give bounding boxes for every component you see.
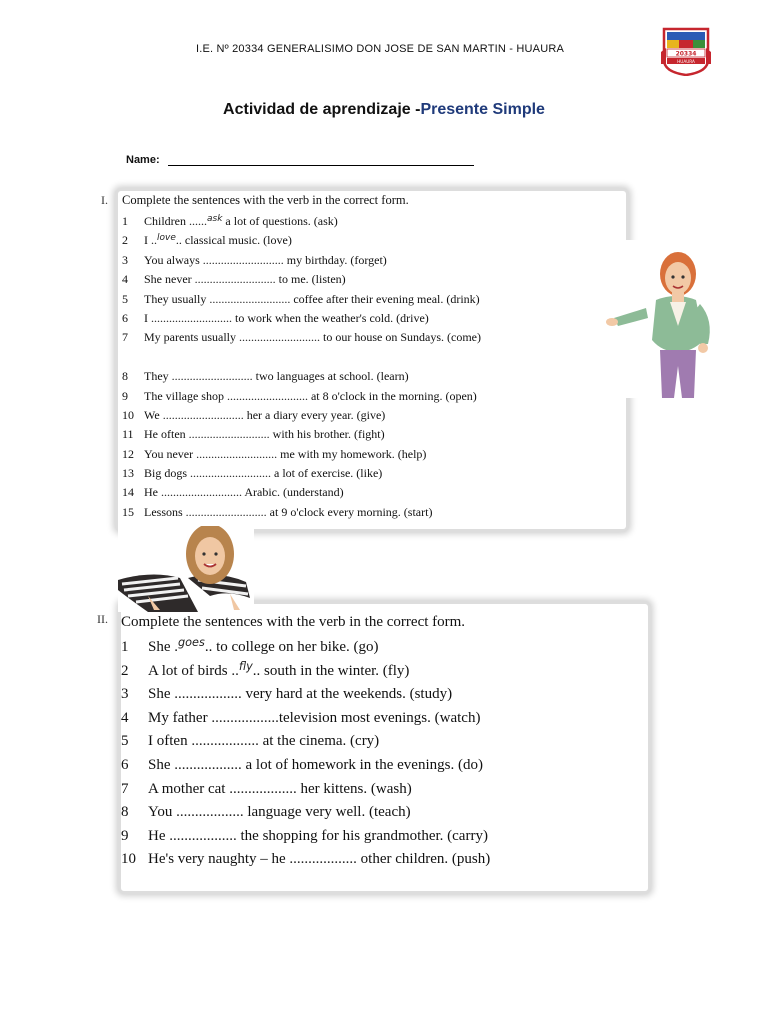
title-prefix: Actividad de aprendizaje - xyxy=(223,101,421,118)
exercise-item xyxy=(122,212,622,231)
exercise-item xyxy=(121,754,641,778)
item-prefix: I xyxy=(144,233,151,248)
item-number: 4 xyxy=(121,709,129,726)
exercise-item xyxy=(122,251,622,270)
item-suffix: her a diary every year. (give) xyxy=(243,407,386,422)
exercise-item xyxy=(122,309,622,328)
section1-roman: I. xyxy=(101,193,108,207)
item-prefix: A mother cat xyxy=(148,780,230,797)
answer-blank[interactable]: .................. xyxy=(211,709,279,726)
school-header: I.E. Nº 20334 GENERALISIMO DON JOSE DE SAN MARTIN - HUAURA xyxy=(195,43,565,55)
exercise-item xyxy=(121,660,641,684)
answer-blank[interactable]: .. xyxy=(231,662,239,679)
exercise-item xyxy=(122,270,622,289)
answer-blank[interactable]: .................. xyxy=(174,756,242,773)
answer-blank[interactable]: ........................... xyxy=(190,466,272,481)
item-prefix: My parents usually xyxy=(144,330,239,345)
item-sentence xyxy=(144,290,480,309)
item-prefix: She xyxy=(148,639,175,655)
item-suffix: other children. (push) xyxy=(356,851,491,868)
item-suffix: to me. (listen) xyxy=(275,272,346,287)
teacher-illustration xyxy=(596,240,746,398)
exercise-item xyxy=(121,801,641,825)
section2-roman: II. xyxy=(97,612,108,626)
item-number: 3 xyxy=(121,686,129,703)
answer-blank[interactable]: ........................... xyxy=(239,330,320,345)
item-sentence xyxy=(144,483,344,502)
answer-blank[interactable]: ........................... xyxy=(194,272,276,287)
exercise-item xyxy=(122,445,622,464)
item-number: 14 xyxy=(122,485,134,500)
item-prefix: You never xyxy=(144,446,197,461)
item-number: 10 xyxy=(122,407,134,422)
item-suffix: .. to college on her bike. (go) xyxy=(204,639,379,655)
section2-instruction: Complete the sentences with the verb in the correct form. xyxy=(121,614,466,630)
name-field-row xyxy=(126,154,474,166)
exercise-item xyxy=(122,231,622,250)
item-prefix: Children xyxy=(144,214,189,228)
item-sentence xyxy=(148,707,480,731)
item-number: 10 xyxy=(121,851,136,868)
exercise-item xyxy=(121,778,641,802)
item-prefix: Lessons xyxy=(144,504,186,519)
svg-text:20334: 20334 xyxy=(675,50,697,58)
item-sentence xyxy=(148,730,379,754)
item-prefix: He's very naughty – he xyxy=(148,851,290,868)
item-prefix: She xyxy=(148,686,175,703)
item-number: 5 xyxy=(121,733,129,750)
item-number: 7 xyxy=(121,780,129,797)
item-sentence xyxy=(144,406,385,425)
answer-blank[interactable]: .. xyxy=(151,233,157,248)
item-number: 3 xyxy=(122,252,128,267)
item-suffix: language very well. (teach) xyxy=(243,804,411,821)
exercise-item xyxy=(122,483,622,502)
exercise-item xyxy=(122,290,622,309)
item-suffix: at 9 o'clock every morning. (start) xyxy=(266,504,433,519)
item-suffix: two languages at school. (learn) xyxy=(252,369,409,384)
answer-blank[interactable]: .................. xyxy=(289,851,357,868)
exercise-item xyxy=(122,425,622,444)
answer-blank[interactable]: ...... xyxy=(189,214,207,228)
title-accent: Presente Simple xyxy=(420,101,545,118)
item-number: 15 xyxy=(122,504,134,519)
item-suffix: .. south in the winter. (fly) xyxy=(252,662,410,679)
item-suffix: with his brother. (fight) xyxy=(269,427,385,442)
item-sentence xyxy=(144,445,426,464)
exercise-item xyxy=(122,387,622,406)
item-number: 9 xyxy=(121,827,129,844)
item-sentence xyxy=(148,778,412,802)
item-suffix: at 8 o'clock in the morning. (open) xyxy=(307,388,477,403)
exercise-item xyxy=(121,825,641,849)
item-sentence xyxy=(148,636,379,660)
item-prefix: He xyxy=(144,485,161,500)
item-sentence xyxy=(144,251,387,270)
answer-blank[interactable]: ........................... xyxy=(196,446,278,461)
exercise-item xyxy=(121,730,641,754)
answer-blank[interactable]: ........................... xyxy=(171,369,253,384)
exercise-item xyxy=(122,406,622,425)
item-suffix: a lot of exercise. (like) xyxy=(271,466,383,481)
section1-list xyxy=(122,212,622,522)
answer-blank[interactable]: ........................... xyxy=(162,407,244,422)
exercise-item xyxy=(122,464,622,483)
item-sentence xyxy=(144,367,409,386)
item-number: 6 xyxy=(121,756,129,773)
exercise-item xyxy=(121,636,641,660)
item-suffix: my birthday. (forget) xyxy=(283,252,387,267)
answer-blank[interactable]: ........................... xyxy=(226,388,308,403)
item-prefix: We xyxy=(144,407,163,422)
item-prefix: I xyxy=(144,310,151,325)
item-sentence xyxy=(144,328,604,367)
item-suffix: to our house on Sundays. (come) xyxy=(320,330,481,345)
item-suffix: .. classical music. (love) xyxy=(175,233,292,248)
item-suffix: coffee after their evening meal. (drink) xyxy=(290,291,480,306)
item-suffix: me with my homework. (help) xyxy=(277,446,427,461)
page-title xyxy=(0,101,768,119)
answer-blank[interactable]: ........................... xyxy=(161,485,242,500)
item-number: 2 xyxy=(122,233,128,248)
item-prefix: They usually xyxy=(144,291,210,306)
item-sentence xyxy=(148,754,483,778)
item-suffix: very hard at the weekends. (study) xyxy=(241,686,453,703)
item-prefix: They xyxy=(144,369,172,384)
exercise-item xyxy=(122,328,622,367)
item-sentence xyxy=(144,387,477,406)
item-prefix: You xyxy=(148,804,177,821)
item-suffix: television most evenings. (watch) xyxy=(278,709,481,726)
item-prefix: A lot of birds xyxy=(148,662,232,679)
item-sentence xyxy=(144,503,432,522)
exercise-item xyxy=(122,367,622,386)
item-number: 2 xyxy=(121,662,129,679)
exercise-box-2 xyxy=(121,604,648,891)
item-prefix: Big dogs xyxy=(144,466,191,481)
item-sentence xyxy=(148,660,409,684)
answer-blank[interactable]: . xyxy=(174,639,178,655)
item-sentence xyxy=(148,848,490,872)
item-prefix: You always xyxy=(144,252,203,267)
item-number: 6 xyxy=(122,310,128,325)
item-number: 8 xyxy=(122,369,128,384)
school-crest-logo xyxy=(660,26,712,76)
item-prefix: He often xyxy=(144,427,189,442)
answer-blank[interactable]: ........................... xyxy=(209,291,291,306)
exercise-item xyxy=(121,683,641,707)
exercise-box-1 xyxy=(118,191,626,529)
answer-blank[interactable]: .................. xyxy=(191,733,259,750)
item-suffix: her kittens. (wash) xyxy=(296,780,412,797)
name-label: Name: xyxy=(126,154,160,166)
item-suffix: Arabic. (understand) xyxy=(242,485,344,500)
item-prefix: She xyxy=(148,756,175,773)
item-number: 9 xyxy=(122,388,128,403)
exercise-item xyxy=(122,503,622,522)
item-prefix: My father xyxy=(148,709,212,726)
handwritten-answer: love xyxy=(157,233,176,244)
item-prefix: I often xyxy=(148,733,192,750)
item-prefix: She never xyxy=(144,272,195,287)
item-sentence xyxy=(144,309,429,328)
item-number: 5 xyxy=(122,291,128,306)
answer-blank[interactable]: ........................... xyxy=(151,310,232,325)
item-sentence xyxy=(148,825,488,849)
exercise-item xyxy=(121,848,641,872)
item-number: 7 xyxy=(122,330,128,345)
item-suffix: to work when the weather's cold. (drive) xyxy=(232,310,429,325)
student-illustration xyxy=(118,526,254,612)
handwritten-answer: fly xyxy=(238,659,253,673)
item-number: 13 xyxy=(122,466,134,481)
item-suffix: at the cinema. (cry) xyxy=(258,733,380,750)
item-suffix: the shopping for his grandmother. (carry) xyxy=(236,827,488,844)
item-number: 4 xyxy=(122,272,128,287)
svg-text:HUAURA: HUAURA xyxy=(677,59,695,64)
item-sentence xyxy=(144,464,382,483)
item-suffix: a lot of questions. (ask) xyxy=(222,214,338,228)
item-sentence xyxy=(144,231,292,250)
item-number: 1 xyxy=(122,214,128,228)
handwritten-answer: goes xyxy=(178,635,205,649)
item-prefix: The village shop xyxy=(144,388,227,403)
item-number: 12 xyxy=(122,446,134,461)
exercise-item xyxy=(121,707,641,731)
item-number: 1 xyxy=(121,639,129,655)
answer-blank[interactable]: ........................... xyxy=(188,427,270,442)
answer-blank[interactable]: .................. xyxy=(169,827,237,844)
item-sentence xyxy=(148,683,452,707)
name-field[interactable] xyxy=(168,155,474,166)
item-suffix: a lot of homework in the evenings. (do) xyxy=(241,756,483,773)
item-sentence xyxy=(144,270,346,289)
answer-blank[interactable]: ........................... xyxy=(185,504,267,519)
item-prefix: He xyxy=(148,827,170,844)
section1-instruction: Complete the sentences with the verb in the correct form. xyxy=(122,193,409,207)
handwritten-answer: ask xyxy=(207,213,223,224)
item-sentence xyxy=(148,801,411,825)
item-sentence xyxy=(144,425,385,444)
item-sentence xyxy=(144,212,338,231)
answer-blank[interactable]: .................. xyxy=(176,804,244,821)
answer-blank[interactable]: ........................... xyxy=(202,252,284,267)
answer-blank[interactable]: .................. xyxy=(174,686,242,703)
item-number: 11 xyxy=(122,427,134,442)
answer-blank[interactable]: .................. xyxy=(229,780,297,797)
item-number: 8 xyxy=(121,804,129,821)
section2-list xyxy=(121,636,641,872)
